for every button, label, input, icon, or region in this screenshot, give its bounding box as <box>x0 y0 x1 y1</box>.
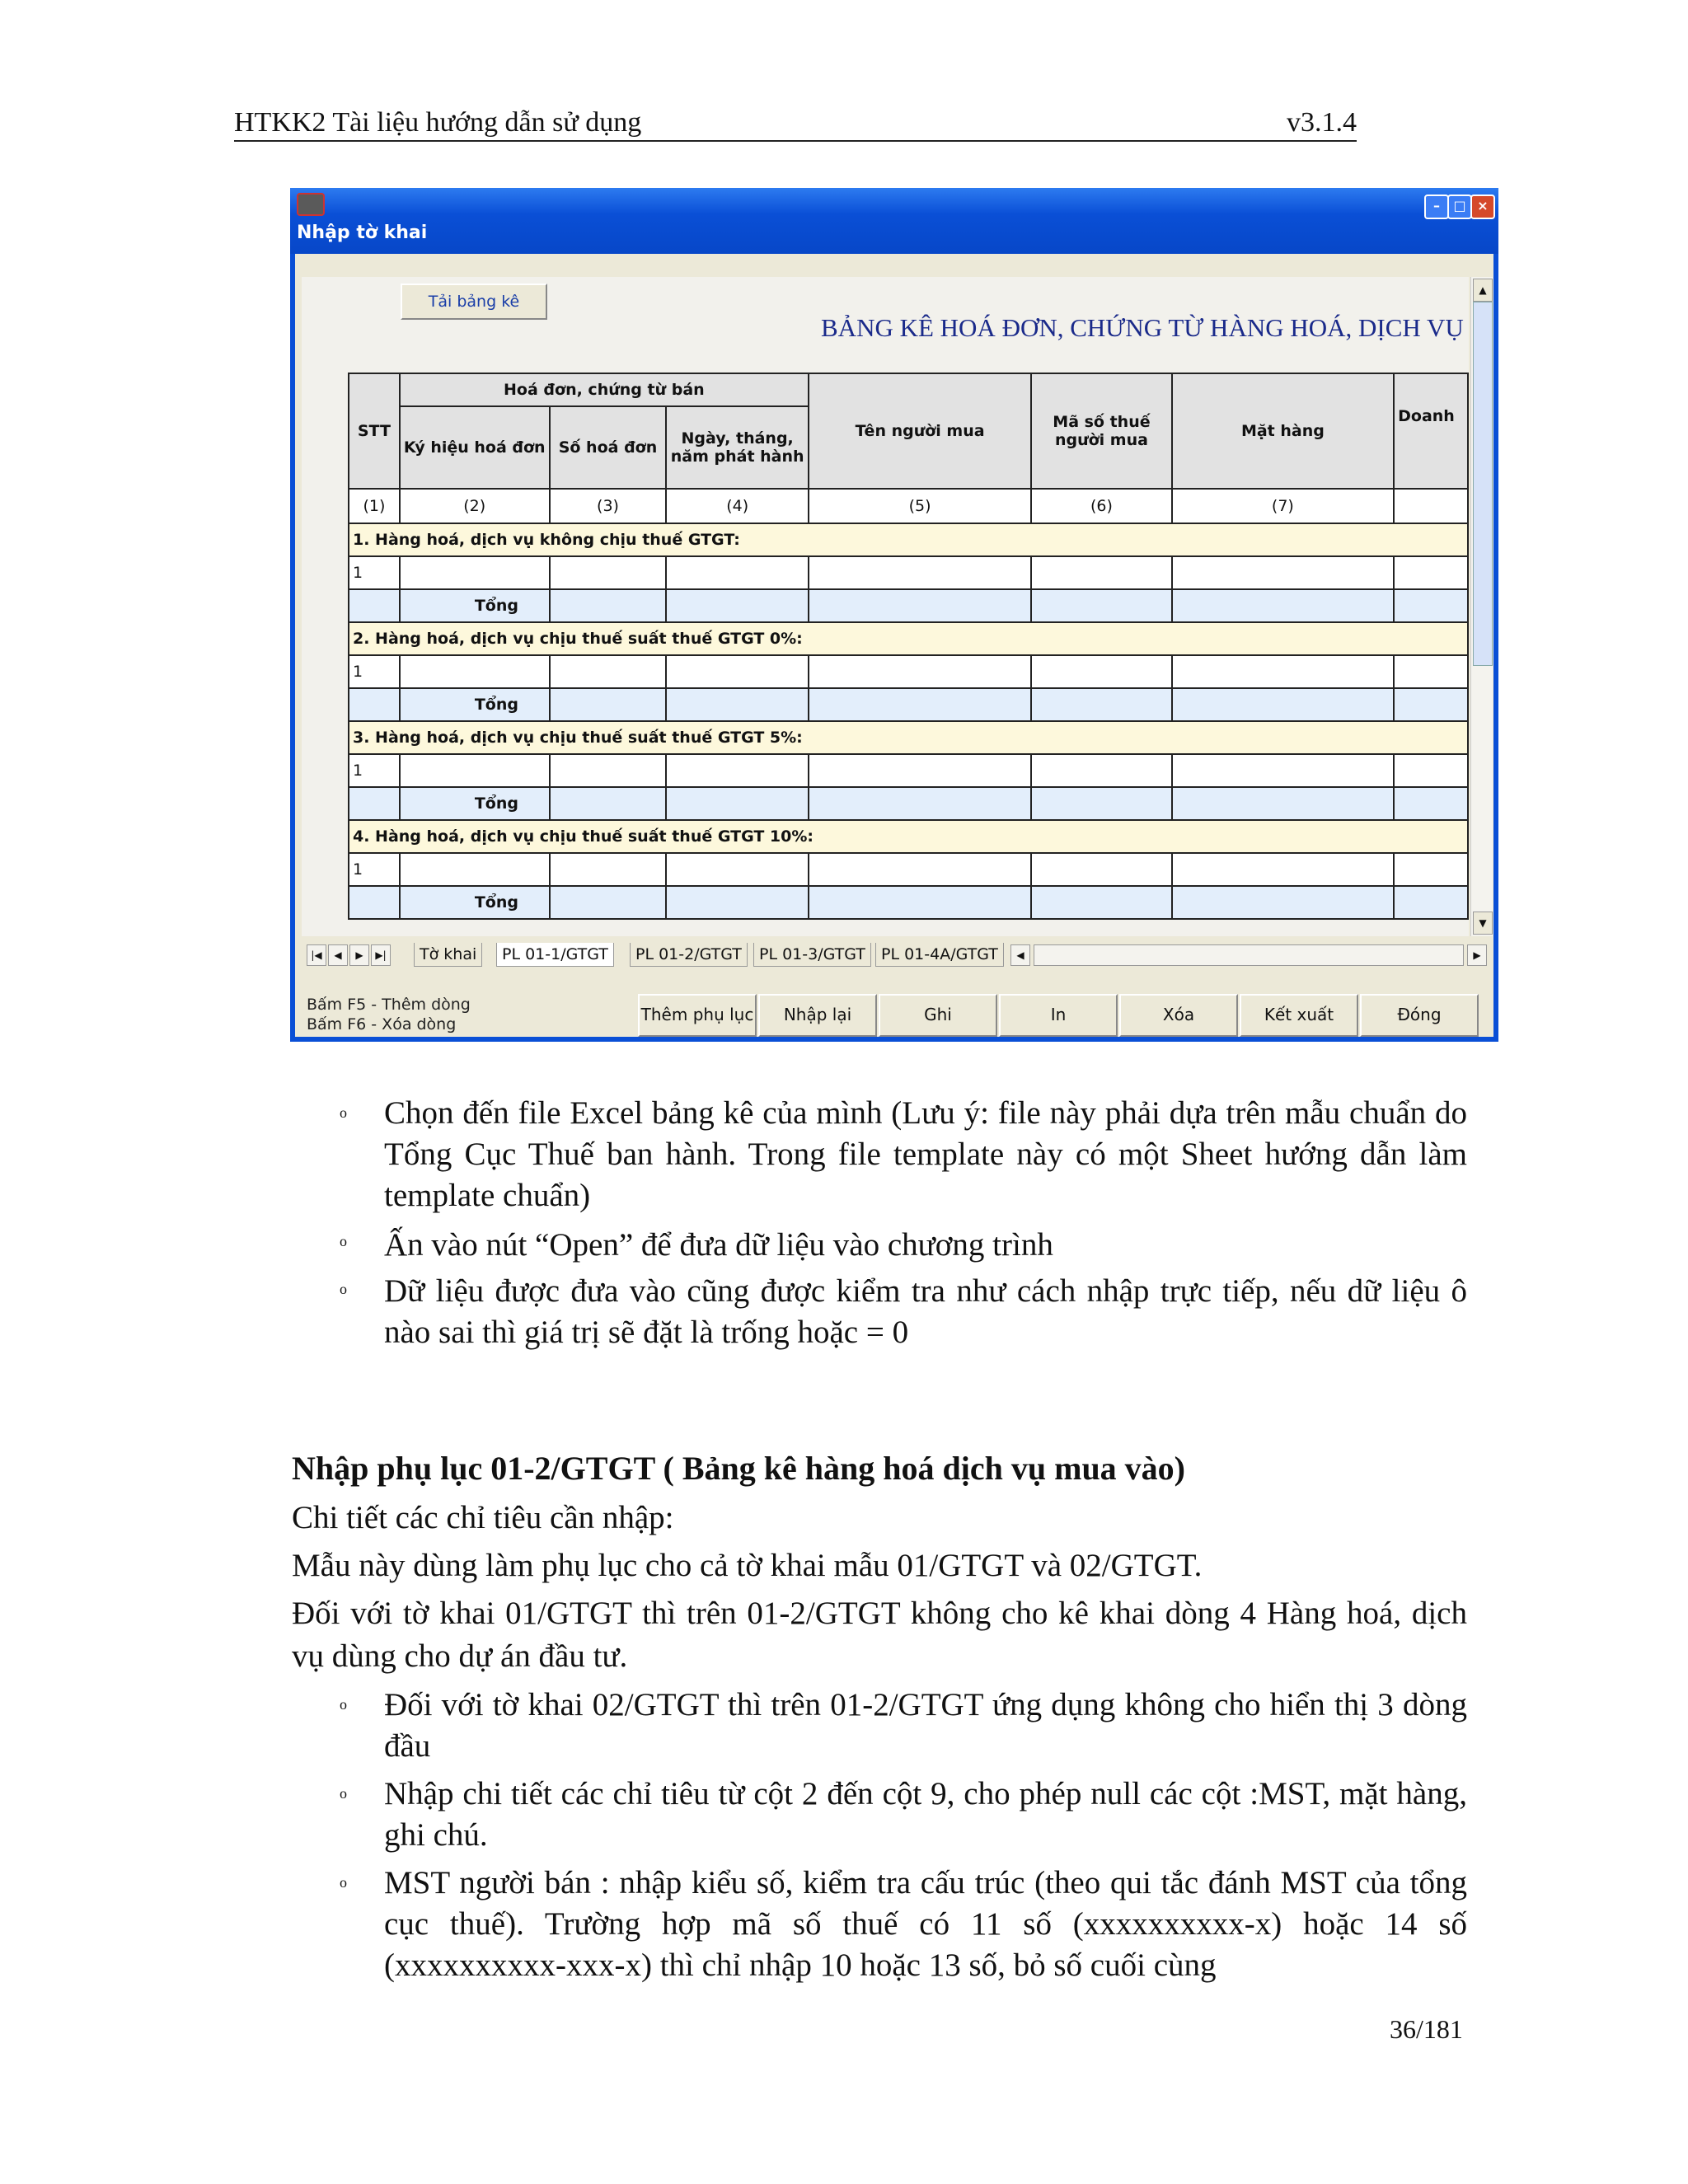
bullet-text: Chọn đến file Excel bảng kê của mình (Lưu ý: file này phải dựa trên mẫu chuẩn do Tổng Cục Thuế ban hành. Trong file template này có một Sheet hướng dẫn làm template chuẩn) <box>384 1095 1467 1213</box>
total-row <box>349 688 1468 721</box>
tab-pl-01-4a[interactable]: PL 01-4A/GTGT <box>875 943 1004 967</box>
section-label: 4. Hàng hoá, dịch vụ chịu thuế suất thuế GTGT 10%: <box>349 820 1468 853</box>
column-number-row <box>349 489 1468 523</box>
total-label: Tổng <box>400 589 550 622</box>
row-index: 1 <box>349 655 400 688</box>
col-stt: STT <box>349 373 400 489</box>
section-label: 3. Hàng hoá, dịch vụ chịu thuế suất thuế GTGT 5%: <box>349 721 1468 754</box>
section-label: 1. Hàng hoá, dịch vụ không chịu thuế GTGT: <box>349 523 1468 556</box>
doc-title: HTKK2 Tài liệu hướng dẫn sử dụng <box>234 107 642 138</box>
col-buyer-tax-code: Mã số thuế người mua <box>1031 373 1171 489</box>
total-label: Tổng <box>400 787 550 820</box>
doc-version: v3.1.4 <box>1287 107 1357 138</box>
print-button[interactable]: In <box>999 994 1118 1037</box>
close-icon[interactable]: × <box>1470 194 1495 219</box>
vertical-scrollbar[interactable] <box>1470 277 1493 936</box>
section-heading: Nhập phụ lục 01-2/GTGT ( Bảng kê hàng hoá dịch vụ mua vào) <box>292 1450 1186 1487</box>
col-num: (7) <box>1172 489 1394 523</box>
tab-scroll-left-icon[interactable]: ◀ <box>1010 944 1030 966</box>
table-row[interactable] <box>349 655 1468 688</box>
col-num: (2) <box>400 489 550 523</box>
row-index: 1 <box>349 853 400 886</box>
table-row[interactable] <box>349 853 1468 886</box>
reenter-button[interactable]: Nhập lại <box>758 994 877 1037</box>
bullet-text: MST người bán : nhập kiểu số, kiểm tra cấu trúc (theo qui tắc đánh MST của tổng cục thuế). Trường hợp mã số thuế có 11 số (xxxxxxxxxx-x) hoặc 14 số (xxxxxxxxxx-xxx-x) thì chỉ nhập 10 hoặc 13 số, bỏ số cuối cùng <box>384 1865 1467 1983</box>
bullet-icon: o <box>340 1874 347 1891</box>
tab-scroll-right-icon[interactable]: ▶ <box>1467 944 1487 966</box>
app-icon <box>297 193 325 216</box>
col-num <box>1394 489 1468 523</box>
col-num: (1) <box>349 489 400 523</box>
col-invoice-number: Số hoá đơn <box>550 406 667 489</box>
tab-pl-01-1[interactable]: PL 01-1/GTGT <box>496 943 614 967</box>
bullet-icon: o <box>340 1785 347 1802</box>
row-index: 1 <box>349 556 400 589</box>
table-row[interactable] <box>349 556 1468 589</box>
window-titlebar <box>290 188 1498 254</box>
bullet-icon: o <box>340 1696 347 1713</box>
sheet-tab-bar <box>302 941 1492 969</box>
bullet-icon: o <box>340 1281 347 1297</box>
close-button[interactable]: Đóng <box>1360 994 1479 1037</box>
page-number: 36/181 <box>1390 2014 1463 2044</box>
group-header: Hoá đơn, chứng từ bán <box>400 373 809 406</box>
next-tab-icon[interactable]: ▶ <box>349 944 369 966</box>
hint-delete-row: Bấm F6 - Xóa dòng <box>307 1015 457 1033</box>
col-num: (5) <box>809 489 1031 523</box>
minimize-icon[interactable]: – <box>1424 194 1449 219</box>
tab-to-khai[interactable]: Tờ khai <box>414 943 482 967</box>
bullet-text: Nhập chi tiết các chỉ tiêu từ cột 2 đến cột 9, cho phép null các cột :MST, mặt hàng, ghi chú. <box>384 1776 1467 1853</box>
invoice-table <box>348 373 1469 920</box>
sheet-title: BẢNG KÊ HOÁ ĐƠN, CHỨNG TỪ HÀNG HOÁ, DỊCH VỤ <box>821 313 1464 342</box>
scroll-down-icon[interactable]: ▼ <box>1473 912 1493 935</box>
total-row <box>349 787 1468 820</box>
bullet-text: Đối với tờ khai 02/GTGT thì trên 01-2/GTGT ứng dụng không cho hiển thị 3 dòng đầu <box>384 1687 1467 1764</box>
spreadsheet-area <box>302 277 1469 936</box>
col-num: (4) <box>666 489 809 523</box>
export-button[interactable]: Kết xuất <box>1240 994 1358 1037</box>
last-tab-icon[interactable]: ▶| <box>371 944 391 966</box>
paragraph: Chi tiết các chỉ tiêu cần nhập: <box>292 1500 674 1535</box>
declaration-window <box>290 188 1498 1042</box>
scroll-thumb[interactable] <box>1473 302 1493 666</box>
paragraph: Đối với tờ khai 01/GTGT thì trên 01-2/GTGT không cho kê khai dòng 4 Hàng hoá, dịch vụ dùng cho dự án đầu tư. <box>292 1596 1467 1674</box>
first-tab-icon[interactable]: |◀ <box>307 944 326 966</box>
total-row <box>349 886 1468 919</box>
total-label: Tổng <box>400 688 550 721</box>
bullet-text: Dữ liệu được đưa vào cũng được kiểm tra như cách nhập trực tiếp, nếu dữ liệu ô nào sai thì giá trị sẽ đặt là trống hoặc = 0 <box>384 1273 1467 1350</box>
col-buyer-name: Tên người mua <box>809 373 1031 489</box>
col-num: (3) <box>550 489 667 523</box>
bullet-text: Ấn vào nút “Open” để đưa dữ liệu vào chương trình <box>384 1227 1053 1263</box>
save-button[interactable]: Ghi <box>879 994 997 1037</box>
col-invoice-symbol: Ký hiệu hoá đơn <box>400 406 550 489</box>
horizontal-scrollbar[interactable] <box>1034 944 1464 966</box>
delete-button[interactable]: Xóa <box>1119 994 1238 1037</box>
tab-pl-01-2[interactable]: PL 01-2/GTGT <box>630 943 748 967</box>
window-client <box>295 254 1493 1037</box>
col-num: (6) <box>1031 489 1171 523</box>
hint-add-row: Bấm F5 - Thêm dòng <box>307 996 471 1014</box>
window-title: Nhập tờ khai <box>297 223 428 243</box>
add-appendix-button[interactable]: Thêm phụ lục <box>638 994 757 1037</box>
maximize-icon[interactable]: □ <box>1447 194 1472 219</box>
paragraph: Mẫu này dùng làm phụ lục cho cả tờ khai mẫu 01/GTGT và 02/GTGT. <box>292 1548 1203 1583</box>
total-label: Tổng <box>400 886 550 919</box>
table-row[interactable] <box>349 754 1468 787</box>
row-index: 1 <box>349 754 400 787</box>
tab-pl-01-3[interactable]: PL 01-3/GTGT <box>753 943 871 967</box>
total-row <box>349 589 1468 622</box>
scroll-up-icon[interactable]: ▲ <box>1473 279 1493 302</box>
load-list-button[interactable]: Tải bảng kê <box>401 284 547 320</box>
col-issue-date: Ngày, tháng, năm phát hành <box>666 406 809 489</box>
prev-tab-icon[interactable]: ◀ <box>328 944 348 966</box>
section-label: 2. Hàng hoá, dịch vụ chịu thuế suất thuế GTGT 0%: <box>349 622 1468 655</box>
bullet-icon: o <box>340 1104 347 1121</box>
bullet-icon: o <box>340 1233 347 1249</box>
col-revenue: Doanh <box>1394 373 1468 489</box>
col-goods: Mặt hàng <box>1172 373 1394 489</box>
page-header <box>234 105 1357 142</box>
